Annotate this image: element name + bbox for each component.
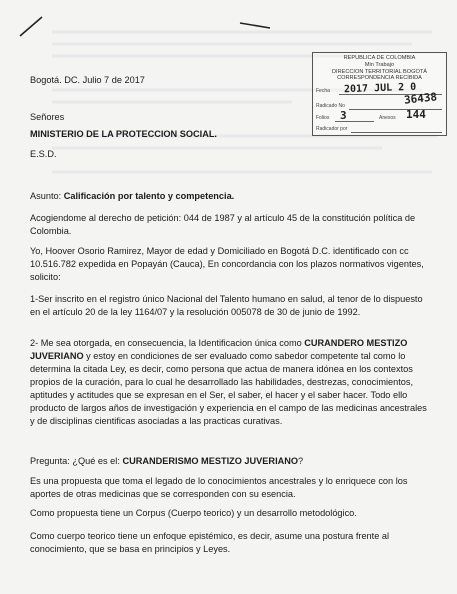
stamp-line-3: DIRECCION TERRITORIAL BOGOTÁ (331, 68, 427, 75)
paragraph-epistemic: Como cuerpo teorico tiene un enfoque epistémico, es decir, asume una postura frente al conocimiento, que se basa en principios y Leyes. (30, 531, 390, 554)
stamp-fecha-label: Fecha (316, 88, 330, 94)
paragraph-request-1: 1-Ser inscrito en el registro único Nacional del Talento humano en salud, al tenor de lo dispuesto en el artículo 20 de la ley 1164/07 y la resolución 005078 de 30 de junio de 1992. (30, 294, 423, 317)
stamp-radicador-label: Radicador por (316, 126, 348, 132)
paragraph-definition: Es una propuesta que toma el legado de lo conocimientos ancestrales y lo enriquece con los aportes de otras medicinas que se corresponden con su esencia. (30, 476, 408, 499)
stamp-folios-handwritten: 3 (340, 109, 347, 122)
paragraph-legal-basis: Acogiendome al derecho de petición: 044 de 1987 y al artículo 45 de la constitución política de Colombia. (30, 213, 416, 236)
request-2-title: CURANDERO MESTIZO JUVERIANO (30, 338, 408, 361)
letter-subject (30, 190, 430, 203)
stamp-line-4: CORRESPONDENCIA RECIBIDA (337, 75, 422, 82)
request-2-body: y estoy en condiciones de ser evaluado como sabedor competente tal como lo determina la citada Ley, es decir, como persona que actua de manera idónea en los contextos propios de la curación, para lo cual he desarrollado las habilidades, destrezas, conocimientos, aptitudes y actitudes que se expresan en el Ser, el saber, el hacer y el saber hacer. Todo ello producto de largos años de investigación y experiencia en el campo de las medicinas ancestrales y de disciplinas cientificas asociadas a las practicas curativas. (30, 351, 427, 426)
question-heading (30, 455, 430, 468)
stamp-radicado-handwritten: 36438 (403, 90, 438, 107)
question-bold: CURANDERISMO MESTIZO JUVERIANO (122, 456, 299, 466)
paragraph-corpus: Como propuesta tiene un Corpus (Cuerpo teorico) y un desarrollo metodológico. (30, 508, 357, 518)
stamp-anexos-label: Anexos (379, 115, 396, 121)
stamp-fecha-handwritten: 2017 JUL 2 0 (343, 81, 417, 96)
pen-stroke-mark (16, 14, 46, 38)
letter-recipient: MINISTERIO DE LA PROTECCION SOCIAL. (30, 129, 217, 139)
question-end: ? (298, 456, 304, 466)
stamp-folios-label: Folios (316, 115, 330, 121)
question-label: Pregunta: ¿Qué es el: (30, 456, 123, 466)
letter-salutation: Señores (30, 112, 65, 122)
request-2-intro: 2- Me sea otorgada, en consecuencia, la Identificacion única como (30, 338, 305, 348)
letter-esd: E.S.D. (30, 149, 57, 159)
stamp-line-1: REPUBLICA DE COLOMBIA (343, 55, 416, 61)
pen-dash-mark (238, 20, 274, 32)
stamp-anexos-handwritten: 144 (406, 108, 426, 121)
subject-label: Asunto: (30, 191, 64, 201)
paragraph-identification: Yo, Hoover Osorio Ramirez, Mayor de edad y Domiciliado en Bogotá D.C. identificado con cc 10.516.782 expedida en Popayán (Cauca), En concordancia con los plazos normativos vigentes, solicito: (30, 246, 424, 282)
subject-text: Calificación por talento y competencia. (63, 191, 235, 201)
stamp-radicado-line (349, 109, 442, 110)
stamp-radicado-label: Radicado No (316, 103, 345, 109)
letter-date: Bogotá. DC. Julio 7 de 2017 (30, 75, 145, 85)
stamp-line-2: Min Trabajo (364, 61, 395, 68)
paragraph-request-2 (30, 337, 430, 428)
